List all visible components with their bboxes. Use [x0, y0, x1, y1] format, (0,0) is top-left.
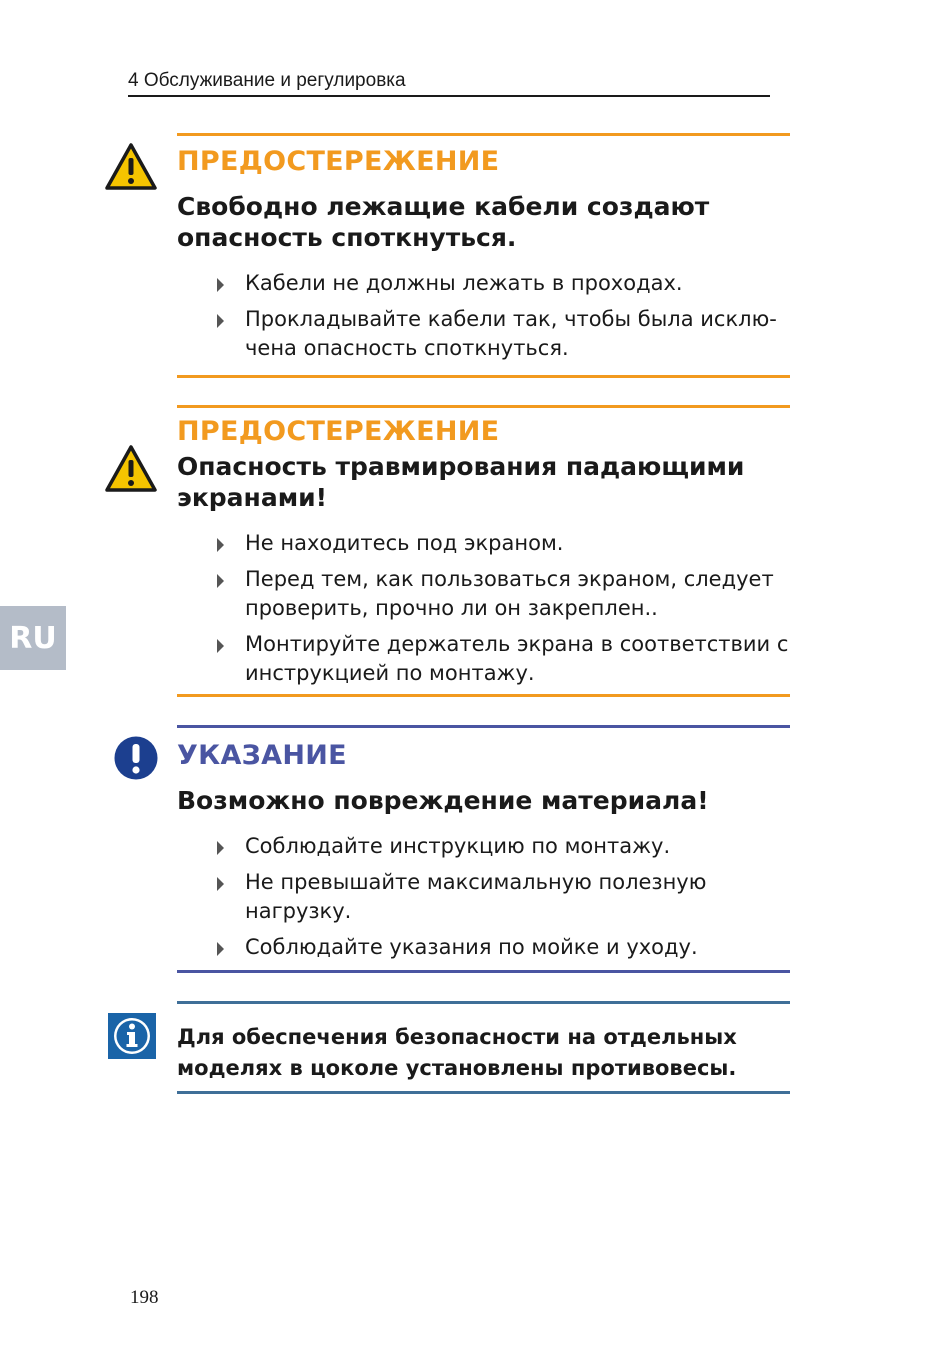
bullet-arrow-icon	[217, 574, 224, 588]
list-item: Монтируйте держатель экрана в соответствии с инструкцией по монтажу.	[177, 630, 790, 688]
list-item: Не находитесь под экраном.	[177, 529, 790, 558]
warning-lead	[177, 451, 790, 513]
notice-top-rule	[177, 725, 790, 728]
bullet-arrow-icon	[217, 278, 224, 292]
warning-lead-line: экранами!	[177, 483, 328, 512]
signal-word: ПРЕДОСТЕРЕЖЕНИЕ	[177, 416, 500, 447]
signal-word: УКАЗАНИЕ	[177, 740, 347, 771]
list-item: Кабели не должны лежать в проходах.	[177, 269, 790, 298]
bullet-arrow-icon	[217, 942, 224, 956]
warning-triangle-icon	[105, 143, 157, 190]
info-box	[177, 1001, 790, 1084]
page-number: 198	[130, 1287, 159, 1308]
bullet-arrow-icon	[217, 639, 224, 653]
warning-lead	[177, 191, 790, 253]
warning-triangle-icon	[105, 445, 157, 492]
list-item: Соблюдайте инструкцию по монтажу.	[177, 832, 790, 861]
notice-lead: Возможно повреждение материала!	[177, 786, 709, 815]
warning-lead-line: Опасность травмирования падающими	[177, 452, 745, 481]
bullet-arrow-icon	[217, 314, 224, 328]
bullet-arrow-icon	[217, 538, 224, 552]
info-icon	[108, 1013, 156, 1059]
info-text-line: моделях в цоколе установлены противовесы.	[177, 1056, 737, 1080]
exclamation-circle-icon	[113, 735, 159, 781]
list-item: Прокладывайте кабели так, чтобы была исклю-чена опасность споткнуться.	[177, 305, 790, 363]
bullet-arrow-icon	[217, 877, 224, 891]
bullet-arrow-icon	[217, 841, 224, 855]
info-text	[177, 1022, 790, 1084]
info-bottom-rule	[177, 1091, 790, 1094]
warning-top-rule	[177, 133, 790, 136]
warning-box-screens	[177, 405, 790, 695]
warning-top-rule	[177, 405, 790, 408]
list-item: Соблюдайте указания по мойке и уходу.	[177, 933, 790, 962]
signal-word: ПРЕДОСТЕРЕЖЕНИЕ	[177, 146, 500, 177]
page-header	[128, 70, 770, 97]
warning-bottom-rule	[177, 694, 790, 697]
warning-lead-line: опасность споткнуться.	[177, 223, 517, 252]
language-label: RU	[9, 620, 57, 656]
notice-box	[177, 725, 790, 969]
instruction-list	[177, 529, 790, 688]
info-top-rule	[177, 1001, 790, 1004]
language-tab	[0, 606, 66, 670]
warning-bottom-rule	[177, 375, 790, 378]
list-item: Не превышайте максимальную полезную нагрузку.	[177, 868, 790, 926]
warning-box-cables	[177, 133, 790, 370]
notice-bottom-rule	[177, 970, 790, 973]
chapter-title: 4 Обслуживание и регулировка	[128, 70, 406, 91]
list-item: Перед тем, как пользоваться экраном, следует проверить, прочно ли он закреплен..	[177, 565, 790, 623]
info-text-line: Для обеспечения безопасности на отдельных	[177, 1025, 737, 1049]
instruction-list	[177, 832, 790, 962]
warning-lead-line: Свободно лежащие кабели создают	[177, 192, 710, 221]
instruction-list	[177, 269, 790, 363]
